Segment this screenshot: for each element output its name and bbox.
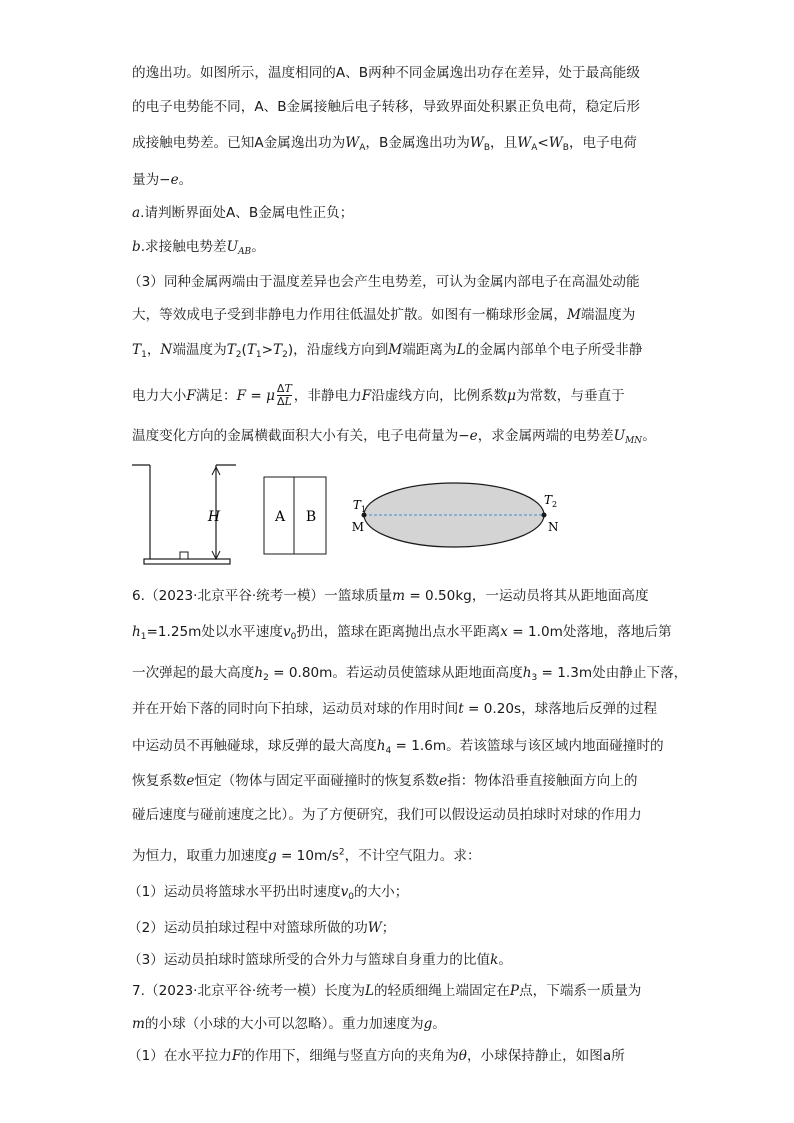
text-seg: 恢复系数e恒定（物体与固定平面碰撞时的恢复系数e指：物体沿垂直接触面方向上的	[132, 773, 638, 789]
text-seg: 碰后速度与碰前速度之比）。为了方便研究，我们可以假设运动员拍球时对球的作用力	[132, 807, 642, 823]
text-seg: m的小球（小球的大小可以忽略）。重力加速度为g。	[132, 1016, 446, 1032]
text-line-23	[132, 981, 662, 1001]
text-line-25	[128, 1046, 658, 1066]
text-seg: （3）同种金属两端由于温度差异也会产生电势差，可认为金属内部电子在高温处动能	[128, 274, 640, 290]
text-seg: 温度变化方向的金属横截面积大小有关，电子电荷量为−e，求金属两端的电势差$U_{MN}$。	[132, 428, 656, 446]
text-line-13	[132, 622, 672, 647]
text-seg: 并在开始下落的同时向下拍球，运动员对球的作用时间t = 0.20s，球落地后反弹的过程	[132, 701, 658, 717]
text-line-2	[132, 97, 662, 117]
text-seg: $h_1=1.25m$处以水平速度$v_0$扔出，篮球在距离抛出点水平距离x = 1.0m处落地，落地后第	[132, 624, 672, 642]
t2-label: $T_2$	[544, 493, 558, 509]
text-seg: a.请判断界面处A、B金属电性正负；	[132, 205, 354, 221]
text-seg: （1）运动员将篮球水平扔出时速度$v_0$的大小；	[128, 884, 409, 902]
n-label: N	[548, 520, 559, 534]
figures-row	[132, 457, 652, 577]
text-line-5	[132, 203, 662, 223]
text-seg: 中运动员不再触碰球，球反弹的最大高度$h_4 = 1.6m$。若该篮球与该区域内地面碰撞时的	[132, 738, 664, 756]
text-line-20	[128, 882, 658, 907]
text-line-14	[132, 663, 688, 688]
text-line-24	[132, 1014, 662, 1034]
text-seg: 的电子电势能不同，A、B金属接触后电子转移，导致界面处积累正负电荷，稳定后形	[132, 99, 640, 115]
text-seg: 成接触电势差。已知A金属逸出功为$W_A$，B金属逸出功为$W_B$，且$W_A<W_B$，电子电荷	[132, 135, 637, 153]
text-line-4	[132, 170, 662, 190]
ab-boxes-figure	[264, 477, 326, 554]
text-line-21	[128, 918, 658, 938]
text-line-17	[132, 771, 662, 791]
text-line-8	[132, 305, 662, 325]
text-seg: （3）运动员拍球时篮球所受的合外力与篮球自身重力的比值k。	[128, 952, 512, 968]
text-line-19	[132, 842, 662, 866]
tube-figure	[132, 465, 236, 564]
text-line-12	[132, 586, 662, 606]
text-seg: 电力大小F满足：F = μ $\frac{\Delta T}{\Delta L}$ ，非静电力F沿虚线方向，比例系数μ为常数，与垂直于	[132, 382, 625, 408]
text-line-9	[132, 340, 662, 365]
text-line-11	[132, 426, 662, 451]
text-seg: （1）在水平拉力F的作用下，细绳与竖直方向的夹角为θ，小球保持静止，如图a所	[128, 1048, 625, 1064]
box-label-a: A	[274, 509, 286, 525]
text-line-18	[132, 805, 662, 825]
t1-label: $T_1$	[352, 498, 366, 514]
text-seg: 一次弹起的最大高度$h_2 = 0.80m$。若运动员使篮球从距地面高度$h_3 = 1.3m$处由静止下落，	[132, 665, 688, 683]
text-line-22	[128, 950, 658, 970]
m-label: M	[351, 520, 364, 534]
text-seg: （2）运动员拍球过程中对篮球所做的功W；	[128, 920, 396, 936]
text-line-15	[132, 699, 662, 719]
text-seg: 7.（2023·北京平谷·统考一模）长度为L的轻质细绳上端固定在P点，下端系一质量为	[132, 983, 642, 999]
text-line-1	[132, 63, 662, 83]
box-label-b: B	[305, 509, 317, 525]
text-seg: 大，等效成电子受到非静电力作用往低温处扩散。如图有一椭球形金属，M端温度为	[132, 307, 636, 323]
height-label: H	[207, 509, 221, 525]
ellipse-figure	[352, 483, 559, 547]
text-line-3	[132, 133, 662, 158]
text-line-16	[132, 736, 662, 761]
text-seg: 量为−e。	[132, 172, 193, 188]
text-seg: $T_1$，N端温度为$T_2(T_1>T_2)$，沿虚线方向到M端距离为L的金属内部单个电子所受非静	[132, 342, 643, 360]
text-seg: 为恒力，取重力加速度$g = 10m/s^2$，不计空气阻力。求：	[132, 847, 481, 864]
text-line-6	[132, 237, 662, 262]
text-line-10	[132, 383, 662, 408]
text-seg: 6.（2023·北京平谷·统考一模）一篮球质量m = 0.50kg，一运动员将其从距地面高度	[132, 588, 649, 604]
text-line-7	[128, 272, 658, 292]
text-seg: b.求接触电势差$U_{AB}$。	[132, 239, 265, 257]
text-seg: 的逸出功。如图所示，温度相同的A、B两种不同金属逸出功存在差异，处于最高能级	[132, 65, 640, 81]
point-n	[542, 513, 547, 518]
